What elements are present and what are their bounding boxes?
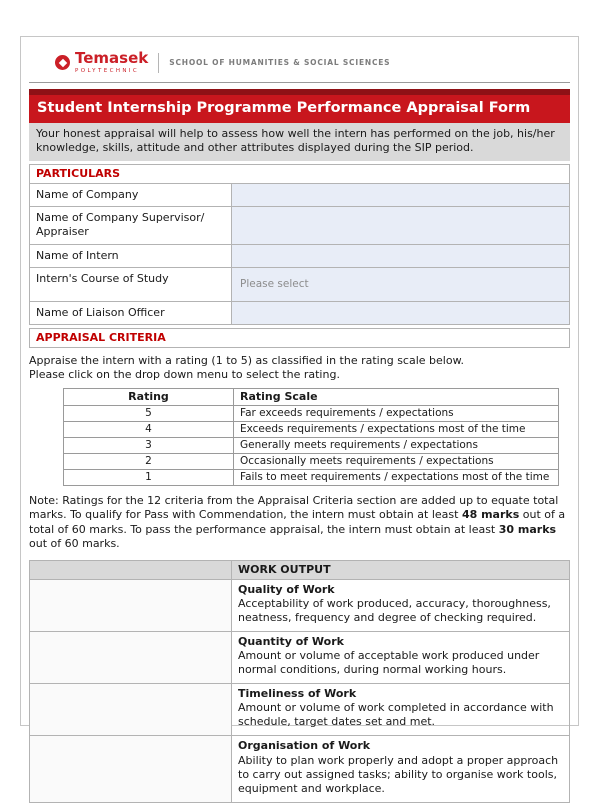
work-output-header-spacer xyxy=(30,561,232,579)
criterion-cell xyxy=(232,684,569,735)
rating-value: 5 xyxy=(64,406,234,421)
criterion-description: Amount or volume of acceptable work produced under normal conditions, during normal working hours. xyxy=(238,649,540,677)
criterion-title: Timeliness of Work xyxy=(238,687,357,701)
criterion-title: Organisation of Work xyxy=(238,739,371,753)
table-row xyxy=(30,301,569,324)
rating-description: Occasionally meets requirements / expectations xyxy=(240,454,494,467)
table-row xyxy=(30,579,569,631)
course-of-study-placeholder: Please select xyxy=(240,278,309,291)
criterion-cell xyxy=(232,632,569,683)
note-text: out of 60 marks. xyxy=(29,537,120,551)
note-30-marks: 30 marks xyxy=(498,522,557,536)
quality-rating-select-cell[interactable] xyxy=(30,580,232,631)
table-row xyxy=(64,437,558,453)
supervisor-name-input[interactable] xyxy=(232,207,569,244)
rating-description: Exceeds requirements / expectations most of the time xyxy=(240,422,526,435)
school-name: SCHOOL OF HUMANITIES & SOCIAL SCIENCES xyxy=(169,58,391,67)
intern-name-label: Name of Intern xyxy=(30,245,232,267)
brand-subtitle: POLYTECHNIC xyxy=(75,68,140,74)
company-name-label: Name of Company xyxy=(30,184,232,206)
company-name-input[interactable] xyxy=(232,184,569,206)
form-title: Student Internship Programme Performance Appraisal Form xyxy=(29,95,570,123)
rating-scale-column-header: Rating Scale xyxy=(240,389,318,403)
table-row xyxy=(64,453,558,469)
rating-table-header xyxy=(64,389,558,405)
table-row xyxy=(64,421,558,437)
rating-value: 4 xyxy=(64,422,234,437)
table-row xyxy=(64,405,558,421)
note-text: Note: Ratings for the 12 criteria from the Appraisal Criteria section are added up to equate total marks. To qualify for Pass with Commendation, the intern must obtain at least xyxy=(29,493,559,522)
particulars-table xyxy=(29,184,570,325)
table-row xyxy=(64,469,558,485)
rating-column-header: Rating xyxy=(64,389,234,405)
work-output-heading: WORK OUTPUT xyxy=(238,562,331,576)
table-row xyxy=(30,206,569,244)
criterion-description: Amount or volume of work completed in accordance with schedule, target dates set and met. xyxy=(238,701,554,729)
table-row xyxy=(30,244,569,267)
rating-description: Far exceeds requirements / expectations xyxy=(240,406,454,419)
table-row xyxy=(30,683,569,735)
criterion-description: Ability to plan work properly and adopt a proper approach to carry out assigned tasks; ability to organise work tools, equipment and workplace. xyxy=(238,753,559,795)
brand-name: Temasek xyxy=(75,49,149,67)
work-output-header xyxy=(30,561,569,579)
form-page xyxy=(20,36,579,795)
liaison-officer-label: Name of Liaison Officer xyxy=(30,302,232,324)
criterion-cell xyxy=(232,580,569,631)
temasek-logo xyxy=(55,51,148,74)
appraisal-criteria-heading: APPRAISAL CRITERIA xyxy=(29,328,570,348)
header-rule xyxy=(29,82,570,83)
rating-description: Generally meets requirements / expectations xyxy=(240,438,478,451)
table-row xyxy=(30,184,569,206)
rating-description: Fails to meet requirements / expectations most of the time xyxy=(240,470,550,483)
work-output-table xyxy=(29,560,570,803)
criterion-cell xyxy=(232,736,569,801)
note-text: out of a total of 60 marks. To pass the performance appraisal, the intern must obtain at least xyxy=(29,508,566,536)
table-row xyxy=(30,267,569,301)
course-of-study-label: Intern's Course of Study xyxy=(30,268,232,301)
page-header xyxy=(21,37,578,74)
form-intro: Your honest appraisal will help to assess how well the intern has performed on the job, his/her knowledge, skills, attitude and other attributes displayed during the SIP period. xyxy=(29,123,570,161)
intern-name-input[interactable] xyxy=(232,245,569,267)
table-row xyxy=(30,631,569,683)
rating-value: 1 xyxy=(64,470,234,485)
temasek-logo-icon xyxy=(55,55,70,70)
note-48-marks: 48 marks xyxy=(461,508,520,522)
liaison-officer-input[interactable] xyxy=(232,302,569,324)
rating-scale-table xyxy=(63,388,559,486)
quantity-rating-select-cell[interactable] xyxy=(30,632,232,683)
appraisal-instructions xyxy=(29,354,570,383)
criterion-description: Acceptability of work produced, accuracy, thoroughness, neatness, frequency and degree of checking required. xyxy=(238,596,551,624)
rating-value: 2 xyxy=(64,454,234,469)
particulars-heading: PARTICULARS xyxy=(29,164,570,184)
rating-value: 3 xyxy=(64,438,234,453)
timeliness-rating-select-cell[interactable] xyxy=(30,684,232,735)
appraisal-instruction-line2: Please click on the drop down menu to select the rating. xyxy=(29,368,340,382)
course-of-study-select[interactable] xyxy=(232,268,569,301)
supervisor-name-label: Name of Company Supervisor/ Appraiser xyxy=(30,207,232,244)
appraisal-instruction-line1: Appraise the intern with a rating (1 to 5) as classified in the rating scale below. xyxy=(29,354,465,368)
criterion-title: Quality of Work xyxy=(238,582,335,596)
organisation-rating-select-cell[interactable] xyxy=(30,736,232,801)
header-divider xyxy=(158,53,159,73)
criterion-title: Quantity of Work xyxy=(238,634,344,648)
marks-note xyxy=(29,494,570,552)
table-row xyxy=(30,735,569,801)
